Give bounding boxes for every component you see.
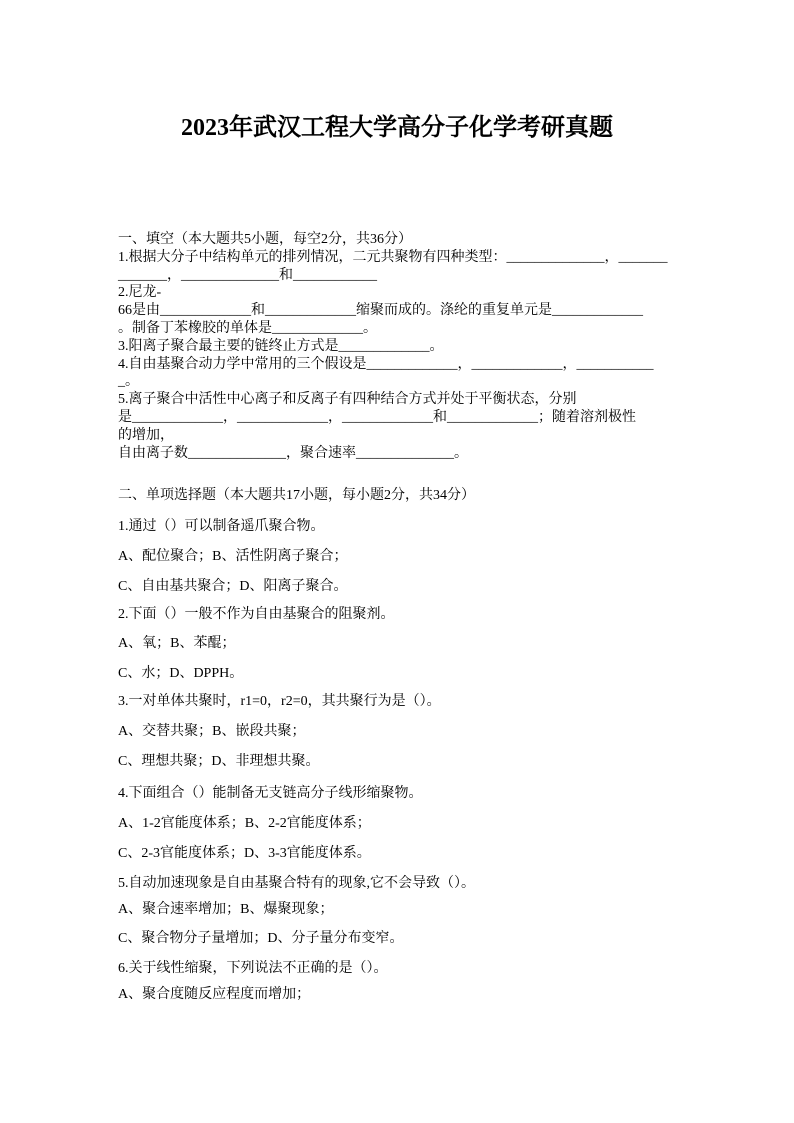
mcq-q4-options-ab: A、1-2官能度体系；B、2-2官能度体系； (118, 816, 371, 832)
mcq-q6-stem: 6.关于线性缩聚，下列说法不正确的是（）。 (118, 961, 388, 977)
fill-q5-line2: 是_____________，_____________，_____________和_____________；随着溶剂极性 (118, 409, 636, 425)
mcq-q6-option-a: A、聚合度随反应程度而增加； (118, 986, 311, 1002)
mcq-q3-options-cd: C、理想共聚；D、非理想共聚。 (118, 753, 320, 769)
fill-q2-line1: 2.尼龙- (118, 285, 162, 301)
mcq-q3-stem: 3.一对单体共聚时，r1=0，r2=0，其共聚行为是（）。 (118, 693, 441, 709)
fill-q1-line1: 1.根据大分子中结构单元的排列情况，二元共聚物有四种类型：______________，_______ (118, 249, 668, 265)
mcq-q2-options-ab: A、氧；B、苯醌； (118, 636, 236, 652)
fill-section-heading: 一、填空（本大题共5小题，每空2分，共36分） (118, 232, 412, 247)
fill-in-blank-section (118, 231, 676, 462)
mcq-section-heading: 二、单项选择题（本大题共17小题，每小题2分，共34分） (118, 488, 475, 504)
mcq-q2-options-cd: C、水；D、DPPH。 (118, 666, 244, 682)
fill-q4-line2: _。 (118, 374, 139, 390)
mcq-q5-options-cd: C、聚合物分子量增加；D、分子量分布变窄。 (118, 931, 404, 947)
mcq-q2-stem: 2.下面（）一般不作为自由基聚合的阻聚剂。 (118, 606, 395, 622)
mcq-q1-options-cd: C、自由基共聚合；D、阳离子聚合。 (118, 578, 348, 594)
fill-q1-line2: _______，______________和____________ (118, 267, 377, 283)
mcq-q5-options-ab: A、聚合速率增加；B、爆聚现象； (118, 901, 334, 917)
fill-q5-line1: 5.离子聚合中活性中心离子和反离子有四种结合方式并处于平衡状态，分别 (118, 392, 577, 408)
mcq-q1-options-ab: A、配位聚合；B、活性阴离子聚合； (118, 548, 348, 564)
fill-q5-line3: 的增加， (118, 427, 174, 443)
multiple-choice-section (118, 487, 676, 1003)
mcq-q3-options-ab: A、交替共聚；B、嵌段共聚； (118, 723, 306, 739)
fill-q2-line2: 66是由_____________和_____________缩聚而成的。涤纶的重复单元是_____________ (118, 303, 643, 319)
fill-q3-line1: 3.阳离子聚合最主要的链终止方式是_____________。 (118, 338, 444, 354)
fill-q2-line3: 。制备丁苯橡胶的单体是_____________。 (118, 320, 377, 336)
mcq-q4-options-cd: C、2-3官能度体系；D、3-3官能度体系。 (118, 845, 371, 861)
mcq-q5-stem: 5.自动加速现象是自由基聚合特有的现象,它不会导致（）。 (118, 875, 475, 891)
page-title: 2023年武汉工程大学高分子化学考研真题 (181, 115, 613, 141)
fill-q4-line1: 4.自由基聚合动力学中常用的三个假设是_____________，_____________，___________ (118, 356, 654, 372)
mcq-q1-stem: 1.通过（）可以制备遥爪聚合物。 (118, 519, 325, 535)
fill-q5-line4: 自由离子数______________，聚合速率______________。 (118, 445, 468, 461)
mcq-q4-stem: 4.下面组合（）能制备无支链高分子线形缩聚物。 (118, 786, 423, 802)
